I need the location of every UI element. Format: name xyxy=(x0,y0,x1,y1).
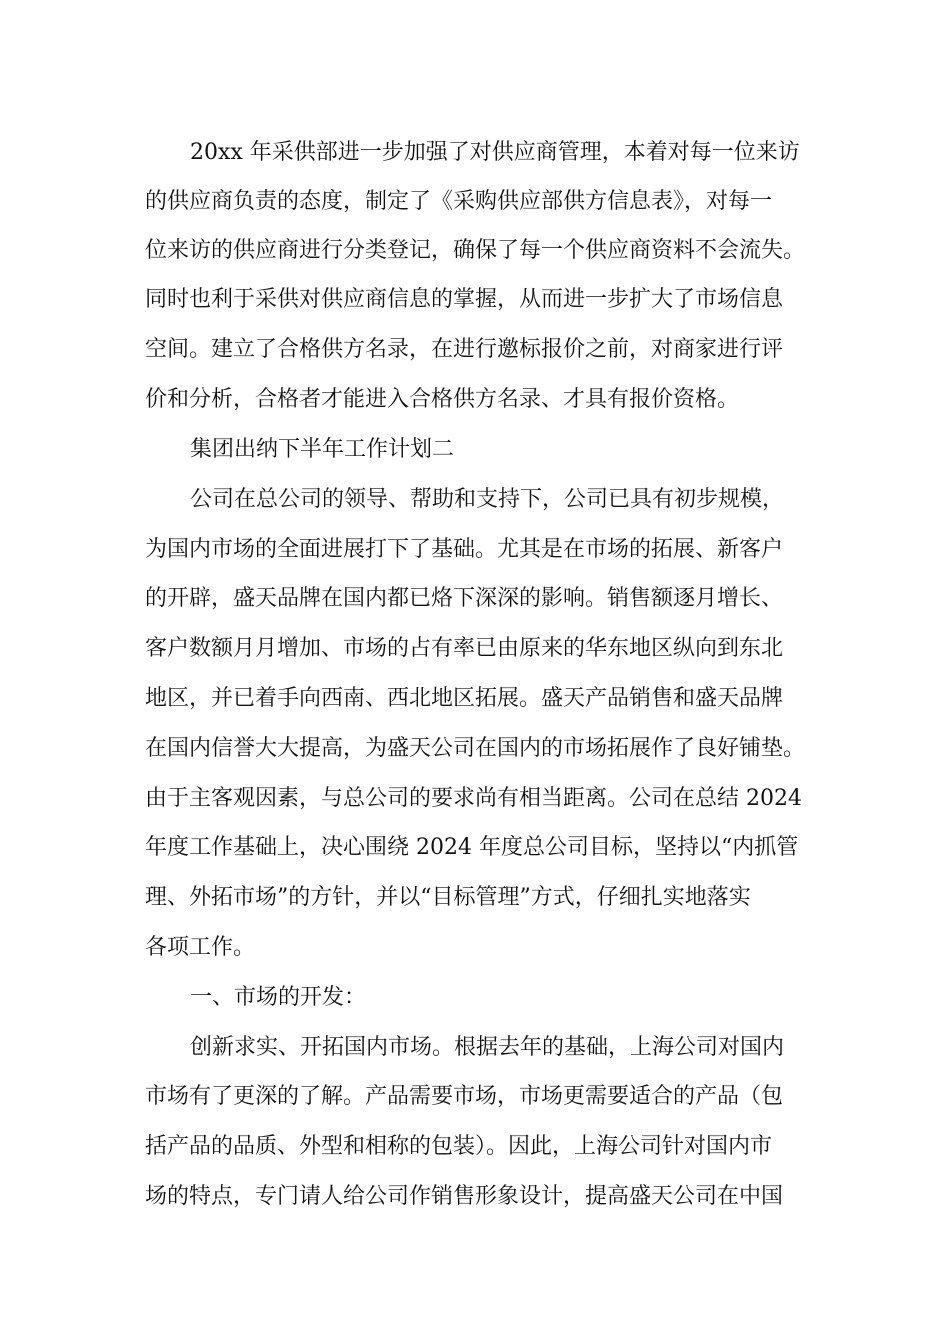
paragraph-3-line-2: 市场有了更深的了解。产品需要市场，市场更需要适合的产品（包 xyxy=(145,1084,784,1109)
section-heading: 集团出纳下半年工作计划二 xyxy=(190,437,455,462)
paragraph-3-line-4: 场的特点，专门请人给公司作销售形象设计，提高盛天公司在中国 xyxy=(145,1184,784,1209)
paragraph-1-line-6: 价和分析，合格者才能进入合格供方名录、才具有报价资格。 xyxy=(145,387,740,412)
paragraph-1-line-1: 20xx 年采供部进一步加强了对供应商管理，本着对每一位来访 xyxy=(190,140,800,165)
paragraph-2-line-1: 公司在总公司的领导、帮助和支持下，公司已具有初步规模， xyxy=(190,487,785,512)
paragraph-2-line-2: 为国内市场的全面进展打下了基础。尤其是在市场的拓展、新客户 xyxy=(145,537,784,562)
paragraph-1-line-3: 位来访的供应商进行分类登记，确保了每一个供应商资料不会流失。 xyxy=(145,238,806,263)
paragraph-2-line-5: 地区，并已着手向西南、西北地区拓展。盛天产品销售和盛天品牌 xyxy=(145,686,784,711)
paragraph-2-line-9: 理、外拓市场”的方针，并以“目标管理”方式，仔细扎实地落实 xyxy=(145,885,751,910)
paragraph-2-line-6: 在国内信誉大大提高，为盛天公司在国内的市场拓展作了良好铺垫。 xyxy=(145,736,806,761)
paragraph-2-line-8: 年度工作基础上，决心围绕 2024 年度总公司目标，坚持以“内抓管 xyxy=(145,835,799,860)
paragraph-2-line-4: 客户数额月月增加、市场的占有率已由原来的华东地区纵向到东北 xyxy=(145,636,784,661)
paragraph-2-line-7: 由于主客观因素，与总公司的要求尚有相当距离。公司在总结 2024 xyxy=(145,786,802,811)
paragraph-1-line-2: 的供应商负责的态度，制定了《采购供应部供方信息表》，对每一 xyxy=(145,189,773,214)
paragraph-2-line-10: 各项工作。 xyxy=(145,935,256,960)
paragraph-1-line-4: 同时也利于采供对供应商信息的掌握，从而进一步扩大了市场信息 xyxy=(145,287,784,312)
paragraph-3-line-3: 括产品的品质、外型和相称的包装）。因此，上海公司针对国内市 xyxy=(145,1134,773,1159)
paragraph-1-line-5: 空间。建立了合格供方名录，在进行邀标报价之前，对商家进行评 xyxy=(145,337,784,362)
subsection-heading: 一、市场的开发： xyxy=(190,985,367,1010)
paragraph-3-line-1: 创新求实、开拓国内市场。根据去年的基础，上海公司对国内 xyxy=(190,1035,785,1060)
paragraph-2-line-3: 的开辟，盛天品牌在国内都已烙下深深的影响。销售额逐月增长、 xyxy=(145,586,784,611)
